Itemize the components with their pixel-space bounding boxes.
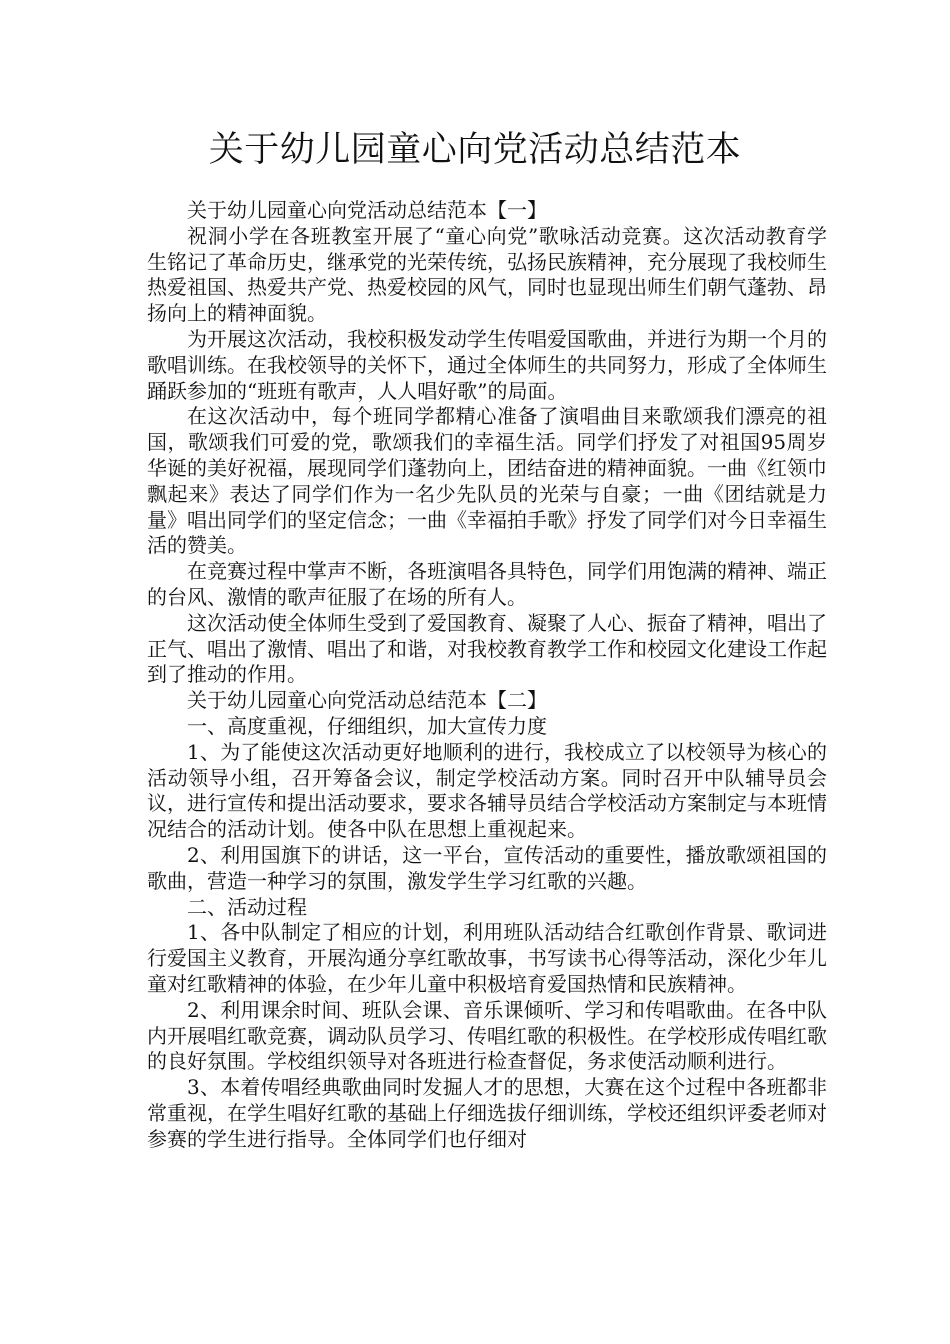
paragraph: 2、利用课余时间、班队会课、音乐课倾听、学习和传唱歌曲。在各中队内开展唱红歌竞赛，调动队员学习、传唱红歌的积极性。在学校形成传唱红歌的良好氛围。学校组织领导对各班进行检查督促，务求使活动顺利进行。: [147, 997, 827, 1074]
subheading: 二、活动过程: [187, 894, 307, 919]
paragraph: 2、利用国旗下的讲话，这一平台，宣传活动的重要性，播放歌颂祖国的歌曲，营造一种学习的氛围，激发学生学习红歌的兴趣。: [147, 842, 827, 893]
section-heading-1: 关于幼儿园童心向党活动总结范本【一】: [187, 198, 547, 222]
paragraph: 为开展这次活动，我校积极发动学生传唱爱国歌曲，并进行为期一个月的歌唱训练。在我校领导的关怀下，通过全体师生的共同努力，形成了全体师生踊跃参加的“班班有歌声，人人唱好歌”的局面。: [147, 326, 827, 403]
document-body: [147, 198, 827, 1152]
section-heading-2: 关于幼儿园童心向党活动总结范本【二】: [187, 688, 547, 713]
paragraph: 1、各中队制定了相应的计划，利用班队活动结合红歌创作背景、歌词进行爱国主义教育，开展沟通分享红歌故事，书写读书心得等活动，深化少年儿童对红歌精神的体验，在少年儿童中积极培育爱国热情和民族精神。: [147, 920, 827, 996]
paragraph: 祝洞小学在各班教室开展了“童心向党”歌咏活动竞赛。这次活动教育学生铭记了革命历史，继承党的光荣传统，弘扬民族精神，充分展现了我校师生热爱祖国、热爱共产党、热爱校园的风气，同时也显现出师生们朝气蓬勃、昂扬向上的精神面貌。: [147, 223, 827, 326]
paragraph: 在这次活动中，每个班同学都精心准备了演唱曲目来歌颂我们漂亮的祖国，歌颂我们可爱的党，歌颂我们的幸福生活。同学们抒发了对祖国95周岁华诞的美好祝福，展现同学们蓬勃向上，团结奋进的精神面貌。一曲《红领巾飘起来》表达了同学们作为一名少先队员的光荣与自豪；一曲《团结就是力量》唱出同学们的坚定信念；一曲《幸福拍手歌》抒发了同学们对今日幸福生活的赞美。: [147, 404, 827, 558]
document-title: 关于幼儿园童心向党活动总结范本: [208, 130, 742, 170]
paragraph: 3、本着传唱经典歌曲同时发掘人才的思想，大赛在这个过程中各班都非常重视，在学生唱好红歌的基础上仔细选拔仔细训练，学校还组织评委老师对参赛的学生进行指导。全体同学们也仔细对: [147, 1075, 827, 1151]
paragraph: 在竞赛过程中掌声不断，各班演唱各具特色，同学们用饱满的精神、端正的台风、激情的歌声征服了在场的所有人。: [147, 559, 827, 609]
paragraph: 1、为了能使这次活动更好地顺利的进行，我校成立了以校领导为核心的活动领导小组，召开筹备会议，制定学校活动方案。同时召开中队辅导员会议，进行宣传和提出活动要求，要求各辅导员结合学校活动方案制定与本班情况结合的活动计划。使各中队在思想上重视起来。: [147, 739, 827, 842]
subheading: 一、高度重视，仔细组织，加大宣传力度: [187, 713, 547, 738]
paragraph: 这次活动使全体师生受到了爱国教育、凝聚了人心、振奋了精神，唱出了正气、唱出了激情、唱出了和谐，对我校教育教学工作和校园文化建设工作起到了推动的作用。: [147, 610, 827, 687]
